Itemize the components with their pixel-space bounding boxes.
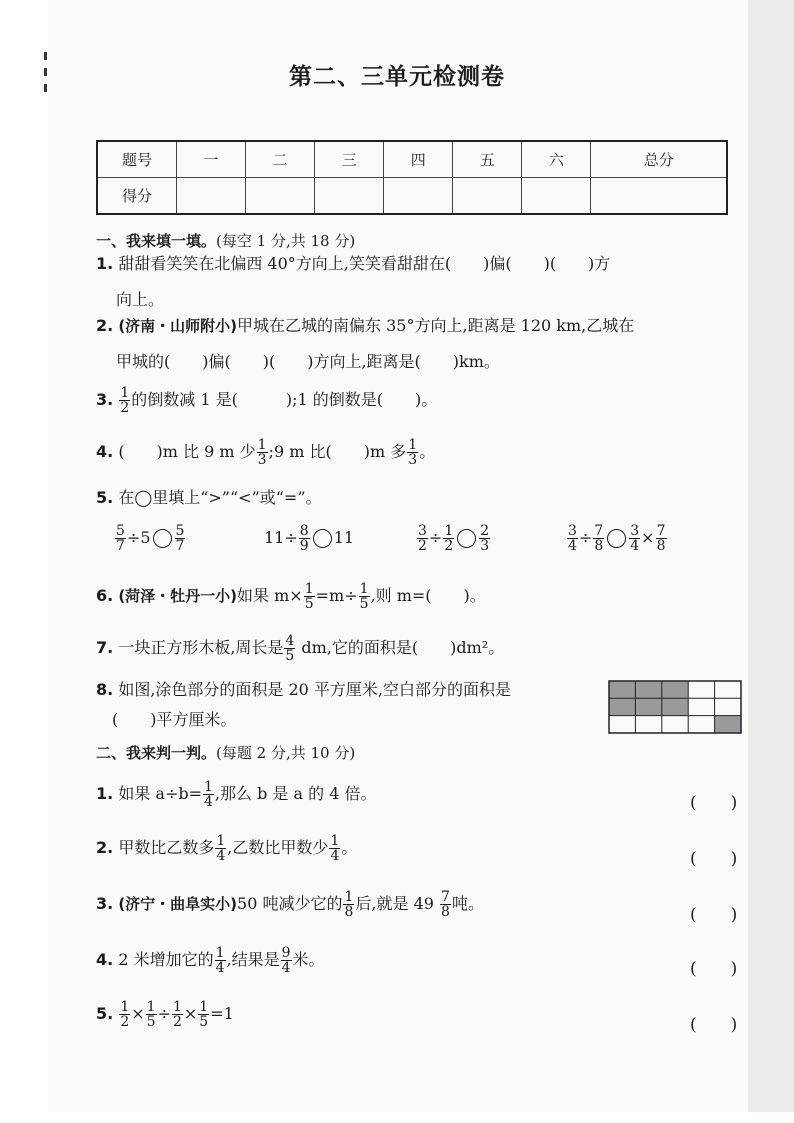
question-number: 1. (96, 254, 114, 273)
question-1-4 (96, 438, 435, 467)
fraction (115, 524, 126, 553)
numerator: 1 (216, 833, 226, 849)
denominator: 7 (116, 538, 125, 554)
score-table-score-row (97, 178, 727, 215)
question-2-5 (96, 1000, 234, 1029)
question-text: 向上。 (116, 290, 165, 309)
question-number: 5. (96, 488, 114, 507)
numerator: 1 (304, 581, 314, 597)
score-cell[interactable] (384, 178, 453, 215)
question-number: 4. (96, 950, 114, 969)
compare-item-a (114, 524, 186, 553)
fraction (284, 634, 295, 663)
question-text: 在◯里填上“>”“<”或“=”。 (118, 488, 322, 507)
question-text: dm,它的面积是( )dm²。 (296, 638, 505, 657)
denominator: 5 (359, 596, 369, 612)
question-source: (菏泽・牡丹一小) (118, 587, 238, 605)
score-table (96, 140, 728, 215)
question-1-2 (96, 316, 634, 336)
question-text: 的倒数减 1 是( );1 的倒数是( )。 (131, 390, 438, 409)
section-points: (每题 2 分,共 10 分) (216, 744, 356, 762)
denominator: 3 (257, 452, 267, 468)
fraction (329, 834, 340, 863)
numerator: 1 (344, 889, 354, 905)
numerator: 1 (120, 385, 130, 401)
page-title: 第二、三单元检测卷 (289, 64, 505, 90)
denominator: 4 (216, 848, 226, 864)
fraction (198, 1000, 209, 1029)
header-cell: 一 (177, 141, 246, 178)
question-1-1 (96, 254, 610, 274)
header-cell: 五 (453, 141, 522, 178)
question-number: 4. (96, 442, 114, 461)
numerator: 3 (418, 523, 427, 539)
denominator: 3 (408, 452, 418, 468)
header-cell: 三 (315, 141, 384, 178)
fraction (304, 582, 315, 611)
denominator: 8 (344, 904, 354, 920)
question-2-4 (96, 946, 325, 975)
answer-circle[interactable] (607, 529, 626, 548)
question-1-8-cont (112, 710, 237, 730)
fraction (172, 1000, 183, 1029)
fraction (203, 780, 214, 809)
numerator: 5 (175, 523, 185, 539)
shaded-cell (609, 698, 635, 715)
denominator: 2 (120, 400, 130, 416)
question-1-3 (96, 386, 437, 415)
question-number: 7. (96, 638, 114, 657)
denominator: 2 (172, 1014, 182, 1030)
question-number: 3. (96, 894, 114, 913)
score-cell[interactable] (177, 178, 246, 215)
grid-svg (608, 680, 742, 734)
fraction (119, 1000, 130, 1029)
numerator: 1 (172, 999, 182, 1015)
expression-text: × (183, 1004, 198, 1023)
fraction (656, 524, 667, 553)
question-text: 。 (341, 838, 358, 857)
expression-text: ÷ (428, 528, 443, 547)
denominator: 4 (330, 848, 340, 864)
shaded-cell (635, 698, 661, 715)
denominator: 5 (285, 648, 295, 664)
shaded-cell (715, 716, 741, 733)
numerator: 3 (568, 523, 577, 539)
numerator: 1 (257, 437, 267, 453)
compare-item-b (264, 524, 354, 553)
denominator: 5 (199, 1014, 209, 1030)
fraction (215, 946, 226, 975)
question-text: 如图,涂色部分的面积是 20 平方厘米,空白部分的面积是 (118, 680, 512, 699)
fraction (479, 524, 490, 553)
numerator: 1 (204, 779, 213, 795)
section-2-heading (96, 742, 355, 763)
section-points: (每空 1 分,共 18 分) (216, 232, 356, 250)
question-number: 8. (96, 680, 114, 699)
header-cell: 题号 (97, 141, 177, 178)
header-cell: 四 (384, 141, 453, 178)
judge-answer-bracket[interactable]: ( ) (690, 905, 738, 925)
question-text: 吨。 (451, 894, 484, 913)
question-source: (济宁・曲阜实小) (118, 895, 238, 913)
shaded-cell (609, 681, 635, 698)
question-1-6 (96, 582, 486, 611)
question-text: 50 吨减少它的 (237, 894, 343, 913)
numerator: 1 (359, 581, 369, 597)
numerator: 1 (408, 437, 418, 453)
numerator: 7 (656, 523, 666, 539)
question-number: 5. (96, 1004, 114, 1023)
question-2-2 (96, 834, 357, 863)
score-table-header-row (97, 141, 727, 178)
question-text: ,则 m=( )。 (370, 586, 486, 605)
fraction (359, 582, 370, 611)
judge-answer-bracket[interactable]: ( ) (690, 849, 738, 869)
question-1-5 (96, 488, 322, 508)
numerator: 1 (146, 999, 156, 1015)
expression-text: × (131, 1004, 145, 1023)
question-text: 米。 (292, 950, 325, 969)
fraction (567, 524, 578, 553)
denominator: 8 (594, 538, 604, 554)
expression-text: ÷ (157, 1004, 171, 1023)
question-number: 1. (96, 784, 114, 803)
judge-answer-bracket[interactable]: ( ) (690, 793, 738, 813)
question-text: ( )平方厘米。 (112, 710, 237, 729)
expression-text: 11÷ (264, 528, 298, 547)
numerator: 1 (199, 999, 209, 1015)
question-text: 如果 a÷b= (118, 784, 202, 803)
numerator: 2 (480, 523, 490, 539)
question-number: 2. (96, 838, 114, 857)
denominator: 2 (120, 1014, 130, 1030)
question-text: 。 (419, 442, 436, 461)
section-title: 二、我来判一判。 (96, 744, 217, 762)
judge-answer-bracket[interactable]: ( ) (690, 959, 738, 979)
numerator: 1 (444, 523, 454, 539)
numerator: 1 (215, 945, 225, 961)
fraction (407, 438, 418, 467)
numerator: 5 (116, 523, 125, 539)
question-text: 甜甜看笑笑在北偏西 40°方向上,笑笑看甜甜在( )偏( )( )方 (118, 254, 611, 273)
denominator: 4 (204, 794, 213, 810)
answer-circle[interactable] (313, 529, 332, 548)
shaded-cell (662, 681, 688, 698)
answer-circle[interactable] (457, 529, 476, 548)
fraction (281, 946, 292, 975)
question-text: ,结果是 (226, 950, 280, 969)
question-2-1 (96, 780, 377, 809)
denominator: 9 (299, 538, 309, 554)
numerator: 9 (281, 945, 291, 961)
fraction (629, 524, 640, 553)
numerator: 8 (299, 523, 309, 539)
question-text: ;9 m 比( )m 多 (268, 442, 407, 461)
question-1-7 (96, 634, 504, 663)
page-bottom-margin (0, 1112, 794, 1123)
fraction (299, 524, 310, 553)
denominator: 4 (568, 538, 577, 554)
question-text: 甲城在乙城的南偏东 35°方向上,距离是 120 km,乙城在 (237, 316, 635, 335)
shaded-cell (662, 698, 688, 715)
denominator: 5 (146, 1014, 156, 1030)
row-label: 得分 (97, 178, 177, 215)
answer-circle[interactable] (153, 529, 172, 548)
shaded-grid-figure (608, 680, 742, 734)
question-text: ,乙数比甲数少 (227, 838, 329, 857)
denominator: 2 (444, 538, 454, 554)
fraction (443, 524, 454, 553)
numerator: 1 (330, 833, 340, 849)
denominator: 4 (215, 960, 225, 976)
compare-item-c (416, 524, 491, 553)
denominator: 4 (281, 960, 291, 976)
numerator: 7 (594, 523, 604, 539)
score-cell[interactable] (315, 178, 384, 215)
page-left-margin (0, 0, 48, 1123)
question-number: 3. (96, 390, 114, 409)
fraction (440, 890, 451, 919)
question-number: 2. (96, 316, 114, 335)
question-text: =m÷ (315, 586, 358, 605)
denominator: 7 (175, 538, 185, 554)
score-cell[interactable] (246, 178, 315, 215)
score-cell[interactable] (522, 178, 591, 215)
question-text: ,那么 b 是 a 的 4 倍。 (214, 784, 377, 803)
header-cell: 六 (522, 141, 591, 178)
compare-item-d (566, 524, 668, 553)
expression-text: =1 (210, 1004, 234, 1023)
expression-text: ÷ (578, 528, 593, 547)
question-text: 甲城的( )偏( )( )方向上,距离是( )km。 (116, 352, 500, 371)
fraction (257, 438, 268, 467)
score-cell[interactable] (591, 178, 727, 215)
fraction (146, 1000, 157, 1029)
score-cell[interactable] (453, 178, 522, 215)
fraction (175, 524, 186, 553)
denominator: 3 (480, 538, 490, 554)
question-number: 6. (96, 586, 114, 605)
question-1-1-cont (116, 290, 164, 310)
expression-text: × (641, 528, 655, 547)
question-text: 如果 m× (237, 586, 303, 605)
shaded-cell (635, 681, 661, 698)
expression-text: 11 (333, 528, 355, 547)
question-text: 甲数比乙数多 (118, 838, 215, 857)
section-1-heading (96, 230, 355, 251)
question-1-8 (96, 680, 511, 700)
denominator: 8 (656, 538, 666, 554)
denominator: 4 (630, 538, 640, 554)
question-source: (济南・山师附小) (118, 317, 238, 335)
header-cell: 二 (246, 141, 315, 178)
judge-answer-bracket[interactable]: ( ) (690, 1015, 738, 1035)
numerator: 1 (120, 999, 130, 1015)
header-cell: 总分 (591, 141, 727, 178)
fraction (417, 524, 428, 553)
denominator: 2 (418, 538, 427, 554)
question-2-3 (96, 890, 484, 919)
question-text: 一块正方形木板,周长是 (118, 638, 284, 657)
fraction (119, 386, 130, 415)
numerator: 4 (285, 633, 295, 649)
question-text: ( )m 比 9 m 少 (118, 442, 256, 461)
fraction (343, 890, 354, 919)
numerator: 3 (630, 523, 640, 539)
next-page-edge (748, 0, 794, 1123)
fraction (215, 834, 226, 863)
question-1-2-cont (116, 352, 500, 372)
question-text: 后,就是 49 (355, 894, 434, 913)
fraction (593, 524, 604, 553)
denominator: 5 (304, 596, 314, 612)
expression-text: ÷5 (126, 528, 151, 547)
numerator: 7 (441, 889, 450, 905)
denominator: 8 (441, 904, 450, 920)
section-title: 一、我来填一填。 (96, 232, 217, 250)
question-text: 2 米增加它的 (118, 950, 214, 969)
